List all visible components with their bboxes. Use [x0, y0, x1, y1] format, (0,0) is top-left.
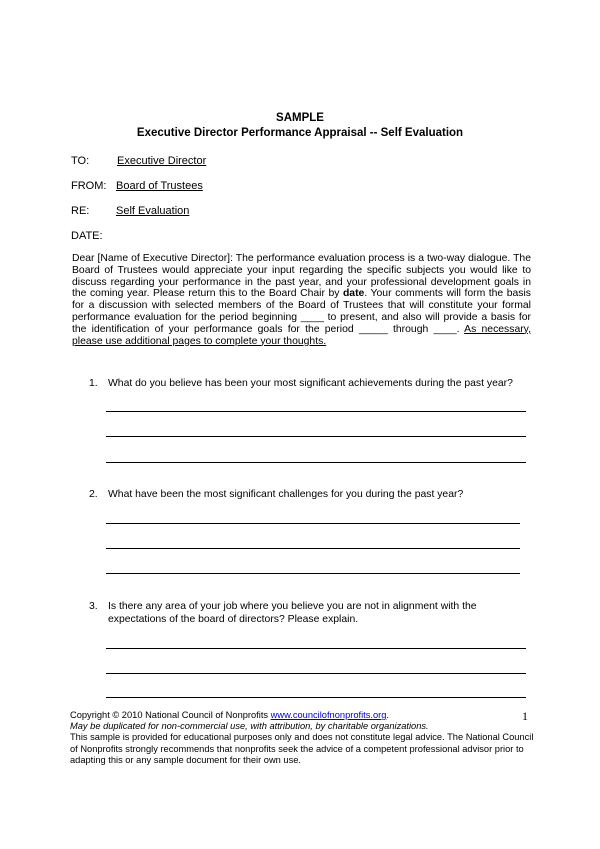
disclaimer: This sample is provided for educational purposes only and does not constitute legal advice. The National Council of Nonprofits strongly recommends that nonprofits seek the advice of a competent professional advisor prior to adapting this or any sample document for their own use.	[70, 732, 534, 765]
answer-line[interactable]	[106, 411, 526, 412]
to-label: TO:	[71, 155, 90, 167]
answer-line[interactable]	[106, 436, 526, 437]
question-text: What have been the most significant challenges for you during the past year?	[108, 489, 464, 500]
document-title: Executive Director Performance Appraisal -- Self Evaluation	[136, 127, 464, 139]
duplication-notice: May be duplicated for non-commercial use, with attribution, by charitable organizations.	[70, 721, 429, 732]
answer-line[interactable]	[106, 523, 520, 524]
to-value: Executive Director	[117, 155, 207, 167]
page-number: 1	[522, 709, 528, 723]
answer-line[interactable]	[106, 673, 526, 674]
letter-body	[72, 253, 531, 347]
question-number: 3.	[89, 601, 98, 612]
date-label: DATE:	[71, 230, 103, 242]
letter-additional-pages-note: As necessary, please use additional pages to complete your thoughts.	[72, 323, 531, 347]
question-number: 2.	[89, 489, 98, 500]
sample-label: SAMPLE	[276, 112, 324, 124]
answer-line[interactable]	[106, 648, 526, 649]
copyright-text: Copyright © 2010 National Council of Nonprofits	[70, 710, 271, 720]
answer-line[interactable]	[106, 697, 526, 698]
copyright-period: .	[386, 710, 390, 720]
letter-text-2: . Your comments will form the basis for a discussion with selected members of the Board of Trustees that will constitute your formal performance evaluation for the period beginning ____ to present, and also will provide a basis for the identification of your performance goals for the period _____ through ____.	[72, 288, 531, 335]
answer-line[interactable]	[106, 462, 526, 463]
answer-line[interactable]	[106, 548, 520, 549]
re-label: RE:	[71, 205, 90, 217]
question-text: Is there any area of your job where you believe you are not in alignment with the expectations of the board of directors? Please explain.	[108, 601, 477, 625]
council-website-link[interactable]: www.councilofnonprofits.org	[270, 710, 387, 720]
letter-date-word: date	[342, 288, 365, 300]
question-text: What do you believe has been your most significant achievements during the past year?	[108, 378, 513, 389]
copyright-line	[70, 710, 540, 721]
footer	[70, 710, 540, 766]
from-label: FROM:	[71, 180, 107, 192]
from-value: Board of Trustees	[116, 180, 203, 192]
letter-text-1: Dear [Name of Executive Director]: The performance evaluation process is a two-way dialogue. The Board of Trustees would appreciate your input regarding the specific subjects you would like to discuss regarding your performance in the past year, and your professional development goals in the coming year. Please return this to the Board Chair by	[72, 253, 531, 300]
question-number: 1.	[89, 378, 98, 389]
answer-line[interactable]	[106, 573, 520, 574]
re-value: Self Evaluation	[116, 205, 190, 217]
